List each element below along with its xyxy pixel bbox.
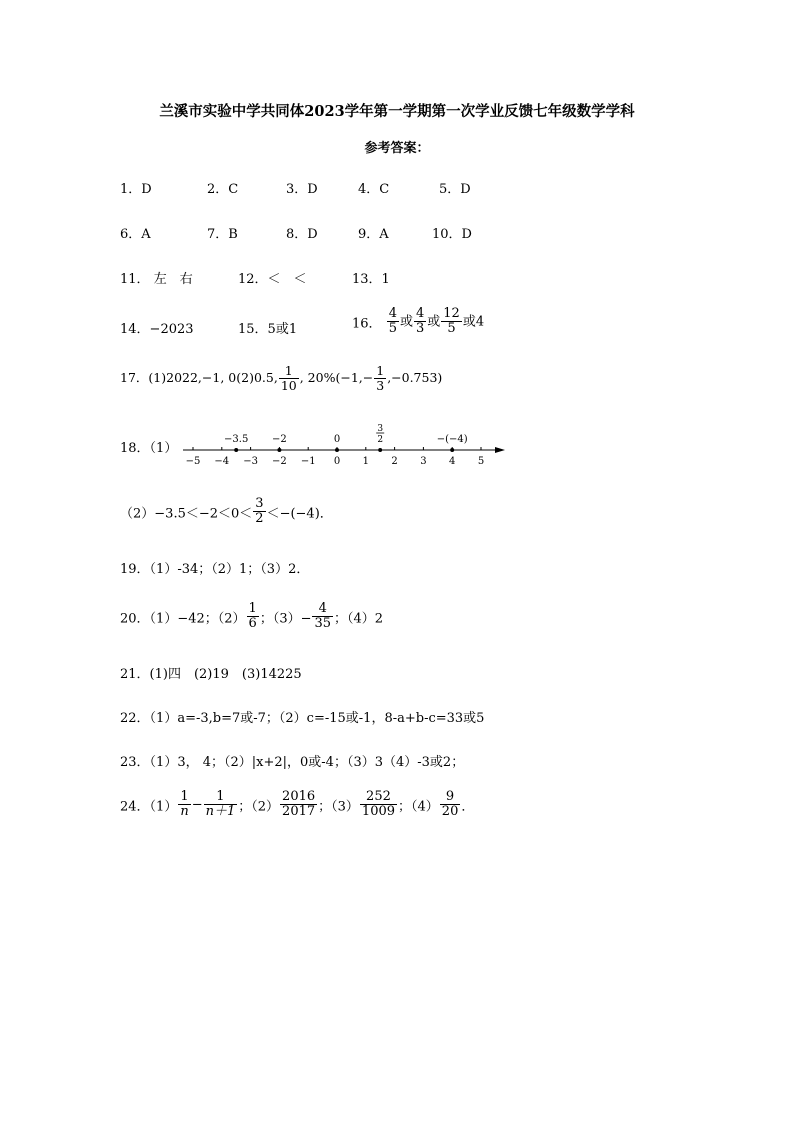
fraction: $\frac{1}{3}$	[376, 363, 385, 393]
answer-14: 14．−2023	[120, 322, 194, 337]
point-marker	[234, 448, 238, 452]
fraction: $\frac{4}{35}$	[314, 601, 332, 632]
answer-17: 17．(1)2022,−1, 0(2)0.5, $\frac{1}{10}$ , 20%(−1,− $\frac{1}{3}$ ,−0.753)	[120, 363, 443, 393]
fraction: $\frac{1}{n+1}$	[205, 789, 236, 820]
point-label: −2	[272, 434, 287, 445]
point-marker	[335, 448, 339, 452]
tick-label: 0	[333, 456, 341, 467]
answer-4: 4．C	[358, 182, 390, 197]
answer-heading: 参考答案：	[364, 141, 430, 156]
tick-label: −3	[243, 456, 258, 467]
answer-24: 24．（1） $\frac{1}{n}$ − $\frac{1}{n+1}$ ；（2） $\frac{2016}{2017}$ ；（3） $\frac{252}{1009}$ ；（4） $\frac{9}{20}$ ．	[120, 789, 475, 820]
point-label: −(−4)	[436, 434, 468, 445]
point-label: −3.5	[224, 434, 249, 445]
page-title: 兰溪市实验中学共同体2023学年第一学期第一次学业反馈七年级数学学科	[159, 103, 635, 120]
answer-9: 9．A	[358, 227, 389, 242]
answer-21: 21．(1)四 (2)19 (3)14225	[120, 667, 302, 682]
answer-1: 1．D	[120, 182, 152, 197]
fraction: $\frac{3}{2}$	[255, 496, 264, 527]
fraction: $\frac{12}{5}$	[443, 306, 460, 337]
answer-12: 12．＜ ＜	[238, 272, 307, 287]
tick-label: −2	[272, 456, 287, 467]
tick-label: −4	[214, 456, 230, 467]
tick-label: 3	[420, 456, 427, 467]
axis-arrow	[495, 447, 505, 453]
answer-5: 5．D	[439, 182, 471, 197]
point-marker	[378, 448, 382, 452]
answer-18-part2: （2）−3.5＜−2＜0＜ $\frac{3}{2}$ ＜−(−4)．	[120, 496, 333, 527]
tick-label: 1	[362, 456, 369, 467]
point-label-numerator: 3	[377, 424, 384, 434]
answer-6: 6．A	[120, 227, 151, 242]
answer-13: 13．1	[352, 272, 390, 287]
answer-3: 3．D	[286, 182, 318, 197]
fraction: $\frac{1}{n}$	[180, 789, 189, 820]
answer-18-label: 18．（1）	[120, 441, 178, 456]
tick-label: 5	[477, 456, 485, 467]
answer-22: 22．（1）a=-3,b=7或-7；（2）c=-15或-1，8-a+b-c=33或5	[120, 711, 485, 726]
answer-10: 10．D	[432, 227, 472, 242]
answer-7: 7．B	[207, 227, 238, 242]
fraction: $\frac{1}{6}$	[248, 601, 257, 632]
answer-8: 8．D	[286, 227, 318, 242]
answer-19: 19．（1）-34；（2）1；（3）2．	[120, 562, 310, 577]
tick-label: −1	[300, 456, 316, 467]
answer-23: 23．（1）3， 4；（2）|x+2|，0或-4；（3）3（4）-3或2；	[120, 755, 465, 770]
fraction: $\frac{4}{5}$	[388, 306, 397, 337]
answer-20: 20．（1）−42；（2） $\frac{1}{6}$ ；（3）− $\frac{4}{35}$ ；（4）2	[120, 601, 384, 632]
answer-2: 2．C	[207, 182, 239, 197]
fraction: $\frac{9}{20}$	[441, 789, 459, 820]
fraction: $\frac{1}{10}$	[280, 363, 297, 393]
point-marker	[277, 448, 281, 452]
tick-label: −5	[185, 456, 201, 467]
point-marker	[450, 448, 454, 452]
answer-15: 15．5或1	[238, 322, 298, 337]
fraction: $\frac{252}{1009}$	[361, 789, 396, 820]
answer-11: 11． 左 右	[120, 272, 193, 287]
point-label: 0	[333, 434, 341, 445]
fraction: $\frac{2016}{2017}$	[282, 789, 316, 820]
point-label-denominator: 2	[377, 435, 384, 445]
number-line	[175, 418, 515, 470]
fraction: $\frac{4}{3}$	[415, 306, 425, 337]
answer-16: 16． $\frac{4}{5}$ 或 $\frac{4}{3}$ 或 $\frac{12}{5}$ 或4	[352, 306, 485, 337]
tick-label: 4	[449, 456, 456, 467]
tick-label: 2	[391, 456, 398, 467]
